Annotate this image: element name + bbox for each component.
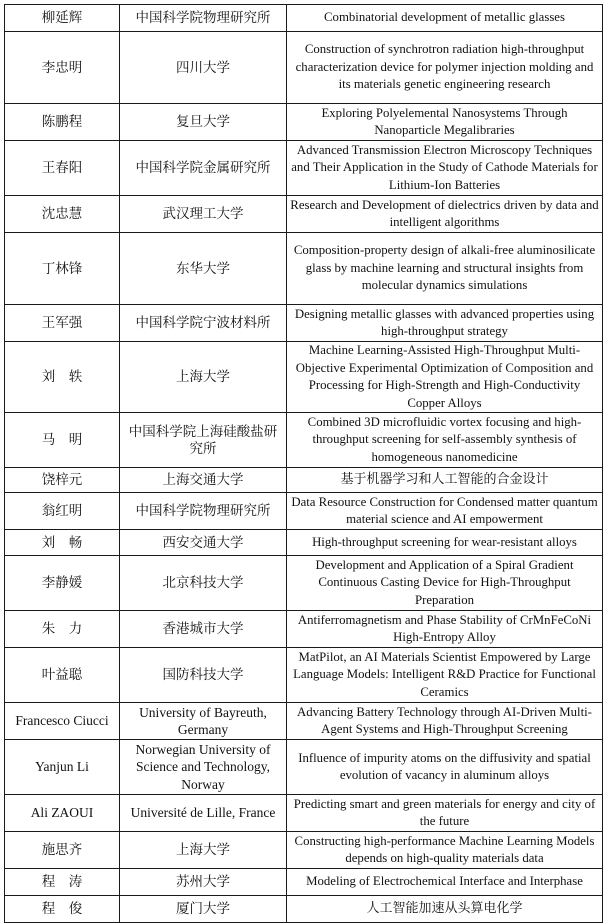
table-row	[5, 141, 603, 196]
speaker-institution: 北京科技大学	[120, 556, 287, 611]
table-row	[5, 196, 603, 233]
talk-title: High-throughput screening for wear-resistant alloys	[287, 530, 603, 556]
talk-title: Machine Learning-Assisted High-Throughput Multi-Objective Experimental Optimization of Composition and Processing for High-Strength and High-Conductivity Copper Alloys	[287, 342, 603, 413]
speaker-name: 马 明	[5, 413, 120, 468]
talk-title: Combinatorial development of metallic glasses	[287, 5, 603, 32]
speaker-institution: Norwegian University of Science and Technology, Norway	[120, 740, 287, 795]
speaker-institution: 东华大学	[120, 233, 287, 305]
speaker-name: 王军强	[5, 305, 120, 342]
table-row	[5, 104, 603, 141]
table-row	[5, 795, 603, 832]
speaker-institution: 国防科技大学	[120, 648, 287, 703]
table-row	[5, 413, 603, 468]
talk-title: MatPilot, an AI Materials Scientist Empowered by Large Language Models: Intelligent R&D Practice for Functional Ceramics	[287, 648, 603, 703]
talk-title: Exploring Polyelemental Nanosystems Through Nanoparticle Megalibraries	[287, 104, 603, 141]
speaker-name: 程 俊	[5, 896, 120, 923]
speaker-name: 施思齐	[5, 832, 120, 869]
speaker-name: Francesco Ciucci	[5, 703, 120, 740]
talk-title: Predicting smart and green materials for energy and city of the future	[287, 795, 603, 832]
speaker-name: 丁林锋	[5, 233, 120, 305]
talk-title: Combined 3D microfluidic vortex focusing and high-throughput screening for self-assembly synthesis of homogeneous nanomedicine	[287, 413, 603, 468]
speaker-name: 饶梓元	[5, 468, 120, 493]
talk-title: 人工智能加速从头算电化学	[287, 896, 603, 923]
talk-title: Modeling of Electrochemical Interface and Interphase	[287, 869, 603, 896]
talk-title: Designing metallic glasses with advanced properties using high-throughput strategy	[287, 305, 603, 342]
table-row	[5, 5, 603, 32]
talk-title: Antiferromagnetism and Phase Stability of CrMnFeCoNi High-Entropy Alloy	[287, 611, 603, 648]
table-row	[5, 740, 603, 795]
speaker-institution: 中国科学院宁波材料所	[120, 305, 287, 342]
table-row	[5, 32, 603, 104]
speaker-institution: Université de Lille, France	[120, 795, 287, 832]
table-row	[5, 896, 603, 923]
talk-title: Composition-property design of alkali-free aluminosilicate glass by machine learning and structural insights from molecular dynamics simulations	[287, 233, 603, 305]
speaker-name: 朱 力	[5, 611, 120, 648]
speaker-table	[4, 4, 603, 923]
speaker-name: 陈鹏程	[5, 104, 120, 141]
table-row	[5, 305, 603, 342]
speaker-institution: 香港城市大学	[120, 611, 287, 648]
table-row	[5, 869, 603, 896]
speaker-institution: 上海交通大学	[120, 468, 287, 493]
table-row	[5, 648, 603, 703]
table-row	[5, 530, 603, 556]
speaker-institution: 复旦大学	[120, 104, 287, 141]
speaker-institution: 苏州大学	[120, 869, 287, 896]
talk-title: Advancing Battery Technology through AI-Driven Multi-Agent Systems and High-Throughput Screening	[287, 703, 603, 740]
speaker-name: Ali ZAOUI	[5, 795, 120, 832]
table-row	[5, 233, 603, 305]
talk-title: Development and Application of a Spiral Gradient Continuous Casting Device for High-Throughput Preparation	[287, 556, 603, 611]
speaker-institution: 上海大学	[120, 342, 287, 413]
table-row	[5, 342, 603, 413]
speaker-institution: University of Bayreuth, Germany	[120, 703, 287, 740]
speaker-name: 程 涛	[5, 869, 120, 896]
talk-title: Constructing high-performance Machine Learning Models depends on high-quality materials data	[287, 832, 603, 869]
table-row	[5, 703, 603, 740]
speaker-name: 王春阳	[5, 141, 120, 196]
speaker-institution: 厦门大学	[120, 896, 287, 923]
speaker-institution: 武汉理工大学	[120, 196, 287, 233]
talk-title: Construction of synchrotron radiation high-throughput characterization device for polymer injection molding and its materials genetic engineering research	[287, 32, 603, 104]
speaker-institution: 上海大学	[120, 832, 287, 869]
speaker-name: 叶益聪	[5, 648, 120, 703]
speaker-name: Yanjun Li	[5, 740, 120, 795]
speaker-institution: 四川大学	[120, 32, 287, 104]
speaker-name: 刘 轶	[5, 342, 120, 413]
speaker-name: 刘 畅	[5, 530, 120, 556]
table-row	[5, 556, 603, 611]
speaker-institution: 中国科学院上海硅酸盐研究所	[120, 413, 287, 468]
speaker-institution: 中国科学院金属研究所	[120, 141, 287, 196]
talk-title: Research and Development of dielectrics driven by data and intelligent algorithms	[287, 196, 603, 233]
talk-title: Influence of impurity atoms on the diffusivity and spatial evolution of vacancy in aluminum alloys	[287, 740, 603, 795]
table-row	[5, 468, 603, 493]
speaker-name: 李静媛	[5, 556, 120, 611]
speaker-institution: 西安交通大学	[120, 530, 287, 556]
table-row	[5, 611, 603, 648]
speaker-name: 翁红明	[5, 493, 120, 530]
talk-title: 基于机器学习和人工智能的合金设计	[287, 468, 603, 493]
table-row	[5, 832, 603, 869]
speaker-institution: 中国科学院物理研究所	[120, 5, 287, 32]
talk-title: Data Resource Construction for Condensed matter quantum material science and AI empowerment	[287, 493, 603, 530]
speaker-institution: 中国科学院物理研究所	[120, 493, 287, 530]
speaker-name: 李忠明	[5, 32, 120, 104]
speaker-name: 沈忠慧	[5, 196, 120, 233]
talk-title: Advanced Transmission Electron Microscopy Techniques and Their Application in the Study of Cathode Materials for Lithium-Ion Batteries	[287, 141, 603, 196]
speaker-name: 柳延辉	[5, 5, 120, 32]
table-row	[5, 493, 603, 530]
